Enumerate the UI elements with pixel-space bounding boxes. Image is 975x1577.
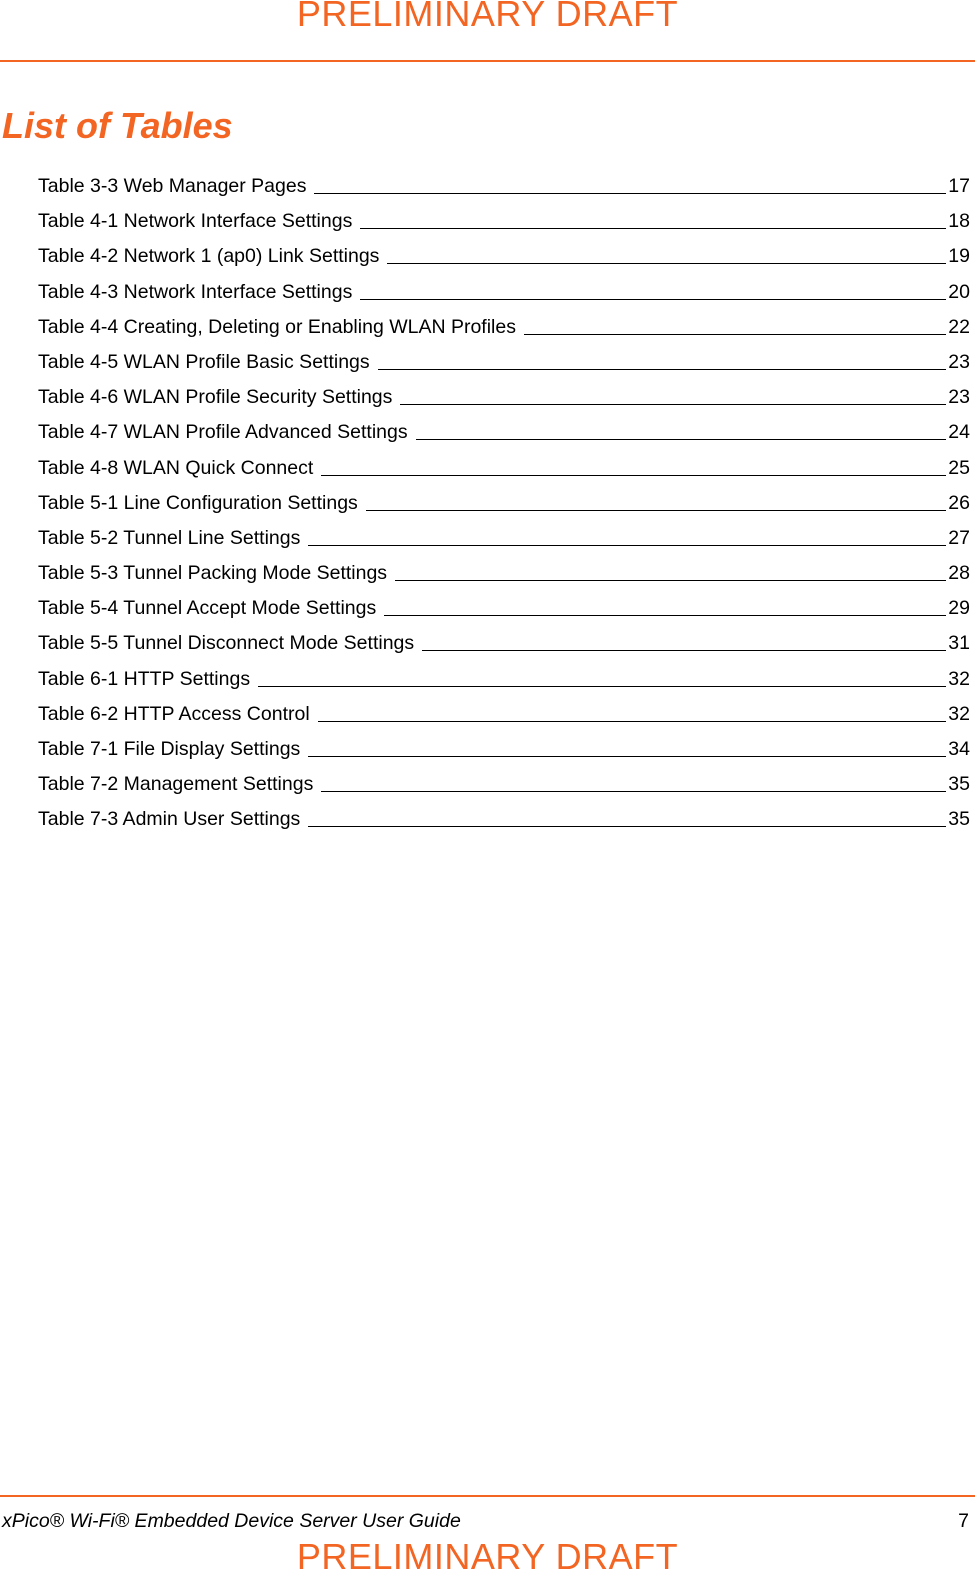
toc-entry-label: Table 5-2 Tunnel Line Settings: [38, 526, 301, 549]
toc-leader-line: [314, 193, 946, 194]
toc-leader-line: [395, 580, 946, 581]
toc-leader-line: [366, 510, 947, 511]
toc-entry-label: Table 7-1 File Display Settings: [38, 738, 301, 760]
toc-entry-page-number: 18: [948, 210, 970, 233]
toc-entry-label: Table 6-1 HTTP Settings: [38, 667, 251, 690]
toc-entry-label: Table 4-1 Network Interface Settings: [38, 210, 353, 233]
toc-leader-line: [318, 721, 947, 722]
toc-entry-label: Table 5-3 Tunnel Packing Mode Settings: [38, 562, 388, 585]
toc-entry-label: Table 6-2 HTTP Access Control: [38, 702, 310, 725]
toc-entry-page-number: 29: [948, 597, 970, 620]
toc-entry[interactable]: [38, 626, 970, 661]
toc-entry-page-number: 34: [948, 738, 970, 760]
toc-leader-line: [321, 791, 946, 792]
toc-leader-line: [258, 686, 946, 687]
toc-entry[interactable]: [38, 697, 970, 732]
toc-leader-line: [308, 826, 946, 827]
toc-entry[interactable]: [38, 275, 970, 310]
toc-entry[interactable]: [38, 204, 970, 239]
toc-entry-label: Table 5-5 Tunnel Disconnect Mode Settings: [38, 632, 415, 655]
toc-entry-page-number: 26: [948, 491, 970, 514]
toc-leader-line: [416, 439, 947, 440]
footer-rule: [0, 1495, 975, 1497]
toc-entry-page-number: 20: [948, 280, 970, 303]
toc-entry[interactable]: [38, 662, 970, 697]
toc-entry[interactable]: [38, 802, 970, 837]
toc-entry[interactable]: [38, 732, 970, 767]
toc-leader-line: [360, 299, 946, 300]
toc-entry-label: Table 5-4 Tunnel Accept Mode Settings: [38, 597, 377, 620]
toc-leader-line: [422, 650, 946, 651]
toc-leader-line: [308, 545, 946, 546]
draft-watermark-top: PRELIMINARY DRAFT: [296, 0, 679, 34]
header-rule: [0, 60, 975, 62]
toc-entry[interactable]: [38, 169, 970, 204]
toc-entry-page-number: 35: [948, 808, 970, 831]
toc-entry-page-number: 28: [948, 562, 970, 585]
toc-leader-line: [308, 756, 946, 757]
toc-entry[interactable]: [38, 486, 970, 521]
toc-entry-label: Table 7-3 Admin User Settings: [38, 808, 301, 831]
toc-entry[interactable]: [38, 310, 970, 345]
toc-entry-label: Table 4-8 WLAN Quick Connect: [38, 456, 314, 479]
toc-entry[interactable]: [38, 521, 970, 556]
toc-entry[interactable]: [38, 380, 970, 415]
toc-entry-label: Table 4-2 Network 1 (ap0) Link Settings: [38, 245, 380, 268]
footer-page-number: 7: [958, 1510, 969, 1532]
toc-entry-page-number: 32: [948, 702, 970, 725]
toc-entry-label: Table 4-6 WLAN Profile Security Settings: [38, 386, 393, 409]
toc-leader-line: [400, 404, 946, 405]
list-of-tables: [38, 169, 970, 838]
toc-entry-page-number: 27: [948, 526, 970, 549]
toc-entry-page-number: 25: [948, 456, 970, 479]
toc-leader-line: [387, 263, 946, 264]
toc-entry-label: Table 7-2 Management Settings: [38, 773, 314, 796]
toc-entry-label: Table 3-3 Web Manager Pages: [38, 175, 307, 197]
toc-entry-page-number: 19: [948, 245, 970, 268]
toc-entry-label: Table 5-1 Line Configuration Settings: [38, 491, 358, 514]
toc-entry[interactable]: [38, 415, 970, 450]
toc-leader-line: [321, 475, 946, 476]
toc-entry-page-number: 35: [948, 773, 970, 796]
toc-leader-line: [384, 615, 946, 616]
toc-entry[interactable]: [38, 345, 970, 380]
toc-entry-page-number: 23: [948, 350, 970, 373]
toc-entry-label: Table 4-7 WLAN Profile Advanced Settings: [38, 421, 408, 444]
toc-leader-line: [378, 369, 947, 370]
toc-entry-page-number: 32: [948, 667, 970, 690]
toc-leader-line: [524, 334, 946, 335]
toc-entry-page-number: 24: [948, 421, 970, 444]
footer-document-title: xPico® Wi-Fi® Embedded Device Server User Guide: [2, 1510, 461, 1532]
toc-entry-label: Table 4-3 Network Interface Settings: [38, 280, 353, 303]
toc-entry-label: Table 4-4 Creating, Deleting or Enabling WLAN Profiles: [38, 315, 516, 338]
toc-entry[interactable]: [38, 239, 970, 274]
toc-leader-line: [360, 228, 946, 229]
toc-entry-page-number: 23: [948, 386, 970, 409]
toc-entry[interactable]: [38, 556, 970, 591]
toc-entry[interactable]: [38, 767, 970, 802]
toc-entry[interactable]: [38, 591, 970, 626]
toc-entry-page-number: 17: [948, 175, 970, 197]
toc-entry-page-number: 31: [948, 632, 970, 655]
draft-watermark-bottom: PRELIMINARY DRAFT: [296, 1536, 679, 1577]
page-title: List of Tables: [2, 105, 233, 146]
toc-entry-page-number: 22: [948, 315, 970, 338]
toc-entry-label: Table 4-5 WLAN Profile Basic Settings: [38, 350, 370, 373]
toc-entry[interactable]: [38, 451, 970, 486]
